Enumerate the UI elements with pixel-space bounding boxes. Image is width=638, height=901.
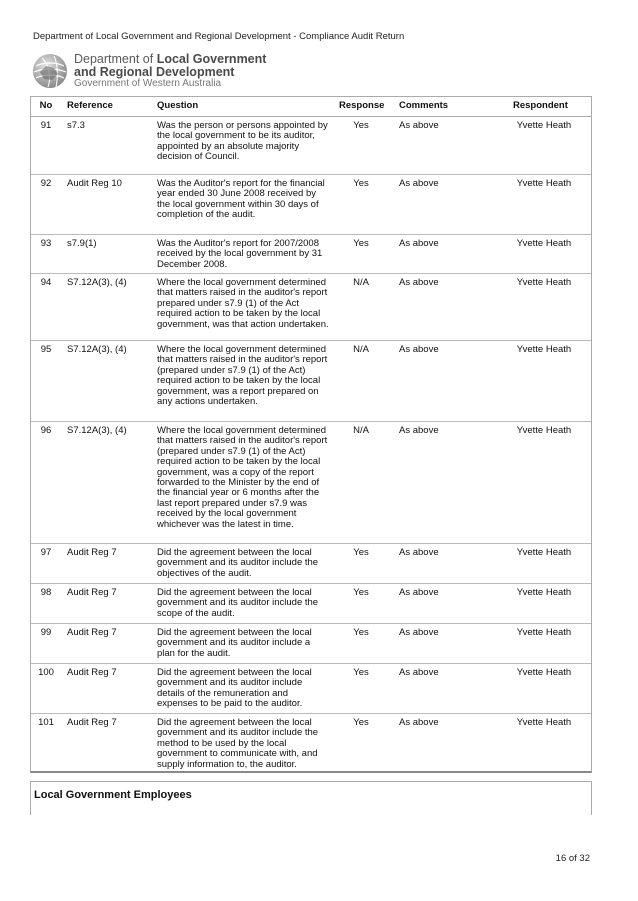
row-respondent: Yvette Heath (516, 178, 572, 189)
row-comments: As above (399, 238, 439, 249)
section-title: Local Government Employees (34, 789, 192, 801)
table-row (31, 422, 591, 544)
row-no: 99 (40, 627, 52, 638)
row-comments: As above (399, 344, 439, 355)
row-respondent: Yvette Heath (516, 277, 572, 288)
row-reference: Audit Reg 10 (67, 178, 122, 189)
row-reference: S7.12A(3), (4) (67, 344, 127, 355)
globe-icon (30, 52, 70, 90)
row-no: 94 (40, 277, 52, 288)
table-row (31, 624, 591, 664)
section-box (30, 781, 592, 815)
row-response: N/A (353, 344, 369, 355)
row-no: 93 (40, 238, 52, 249)
column-header-question: Question (157, 100, 199, 111)
column-header-response: Response (339, 100, 385, 111)
row-question: Was the person or persons appointed by the local government to be its auditor, appointed by an absolute majority decision of Council. (157, 120, 328, 163)
row-respondent: Yvette Heath (516, 238, 572, 249)
logo-line3: Government of Western Australia (74, 78, 222, 89)
row-response: Yes (353, 717, 369, 728)
row-respondent: Yvette Heath (516, 425, 572, 436)
row-question: Did the agreement between the local government and its auditor include the objectives of the audit. (157, 547, 319, 579)
row-respondent: Yvette Heath (516, 587, 572, 598)
row-question: Where the local government determined that matters raised in the auditor's report prepared under s7.9 (1) of the Act required action to be taken by the local government, was that action undertaken. (157, 277, 329, 330)
row-reference: s7.9(1) (67, 238, 97, 249)
table-row (31, 117, 591, 175)
row-question: Where the local government determined that matters raised in the auditor's report (prepared under s7.9 (1) of the Act) required action to be taken by the local government, was a copy of the report forwarded to the Minister by the end of the financial year or 6 months after the last report prepared under s7.9 was received by the local government whichever was the latest in time. (157, 425, 328, 530)
department-logo (30, 52, 266, 90)
row-reference: s7.3 (67, 120, 85, 131)
table-row (31, 175, 591, 235)
document-header: Department of Local Government and Regional Development - Compliance Audit Return (33, 31, 405, 42)
logo-line2: and Regional Development (74, 64, 235, 79)
row-comments: As above (399, 425, 439, 436)
row-response: Yes (353, 547, 369, 558)
row-reference: Audit Reg 7 (67, 587, 117, 598)
row-reference: S7.12A(3), (4) (67, 425, 127, 436)
row-response: Yes (353, 178, 369, 189)
table-row (31, 544, 591, 584)
table-row (31, 274, 591, 341)
row-question: Was the Auditor's report for 2007/2008 received by the local government by 31 December 2008. (157, 238, 323, 270)
table-row (31, 584, 591, 624)
row-reference: Audit Reg 7 (67, 547, 117, 558)
row-response: Yes (353, 120, 369, 131)
logo-line1-prefix: Department of (74, 52, 157, 66)
row-question: Did the agreement between the local government and its auditor include details of the remuneration and expenses to be paid to the auditor. (157, 667, 312, 710)
row-no: 91 (40, 120, 52, 131)
row-respondent: Yvette Heath (516, 717, 572, 728)
row-question: Where the local government determined that matters raised in the auditor's report (prepared under s7.9 (1) of the Act) required action to be taken by the local government, was a report prepared on any actions undertaken. (157, 344, 328, 408)
logo-line1-bold: Local Government (156, 52, 267, 66)
row-reference: Audit Reg 7 (67, 667, 117, 678)
row-comments: As above (399, 717, 439, 728)
row-response: Yes (353, 587, 369, 598)
row-question: Did the agreement between the local government and its auditor include the scope of the audit. (157, 587, 319, 619)
column-header-no: No (39, 100, 53, 111)
table-row (31, 714, 591, 772)
row-reference: Audit Reg 7 (67, 627, 117, 638)
row-comments: As above (399, 120, 439, 131)
table-row (31, 664, 591, 714)
table-header (31, 97, 591, 117)
row-response: N/A (353, 277, 369, 288)
row-reference: S7.12A(3), (4) (67, 277, 127, 288)
row-response: Yes (353, 238, 369, 249)
table-row (31, 235, 591, 274)
row-question: Did the agreement between the local government and its auditor include a plan for the audit. (157, 627, 312, 659)
row-respondent: Yvette Heath (516, 120, 572, 131)
row-comments: As above (399, 667, 439, 678)
row-no: 98 (40, 587, 52, 598)
row-no: 101 (38, 717, 54, 728)
row-respondent: Yvette Heath (516, 627, 572, 638)
row-comments: As above (399, 277, 439, 288)
row-respondent: Yvette Heath (516, 344, 572, 355)
row-response: Yes (353, 627, 369, 638)
row-no: 96 (40, 425, 52, 436)
column-header-comments: Comments (399, 100, 449, 111)
page-number: 16 of 32 (555, 853, 590, 864)
row-question: Did the agreement between the local government and its auditor include the method to be used by the local government to communicate with, and supply information to, the auditor. (157, 717, 319, 770)
row-no: 95 (40, 344, 52, 355)
row-no: 100 (38, 667, 54, 678)
row-comments: As above (399, 627, 439, 638)
row-reference: Audit Reg 7 (67, 717, 117, 728)
row-no: 92 (40, 178, 52, 189)
column-header-reference: Reference (67, 100, 113, 111)
row-comments: As above (399, 178, 439, 189)
row-response: N/A (353, 425, 369, 436)
audit-table (30, 96, 592, 773)
row-question: Was the Auditor's report for the financial year ended 30 June 2008 received by the local government within 30 days of completion of the audit. (157, 178, 325, 221)
row-no: 97 (40, 547, 52, 558)
row-comments: As above (399, 547, 439, 558)
table-row (31, 341, 591, 422)
row-respondent: Yvette Heath (516, 547, 572, 558)
column-header-respondent: Respondent (513, 100, 568, 111)
row-response: Yes (353, 667, 369, 678)
row-respondent: Yvette Heath (516, 667, 572, 678)
row-comments: As above (399, 587, 439, 598)
